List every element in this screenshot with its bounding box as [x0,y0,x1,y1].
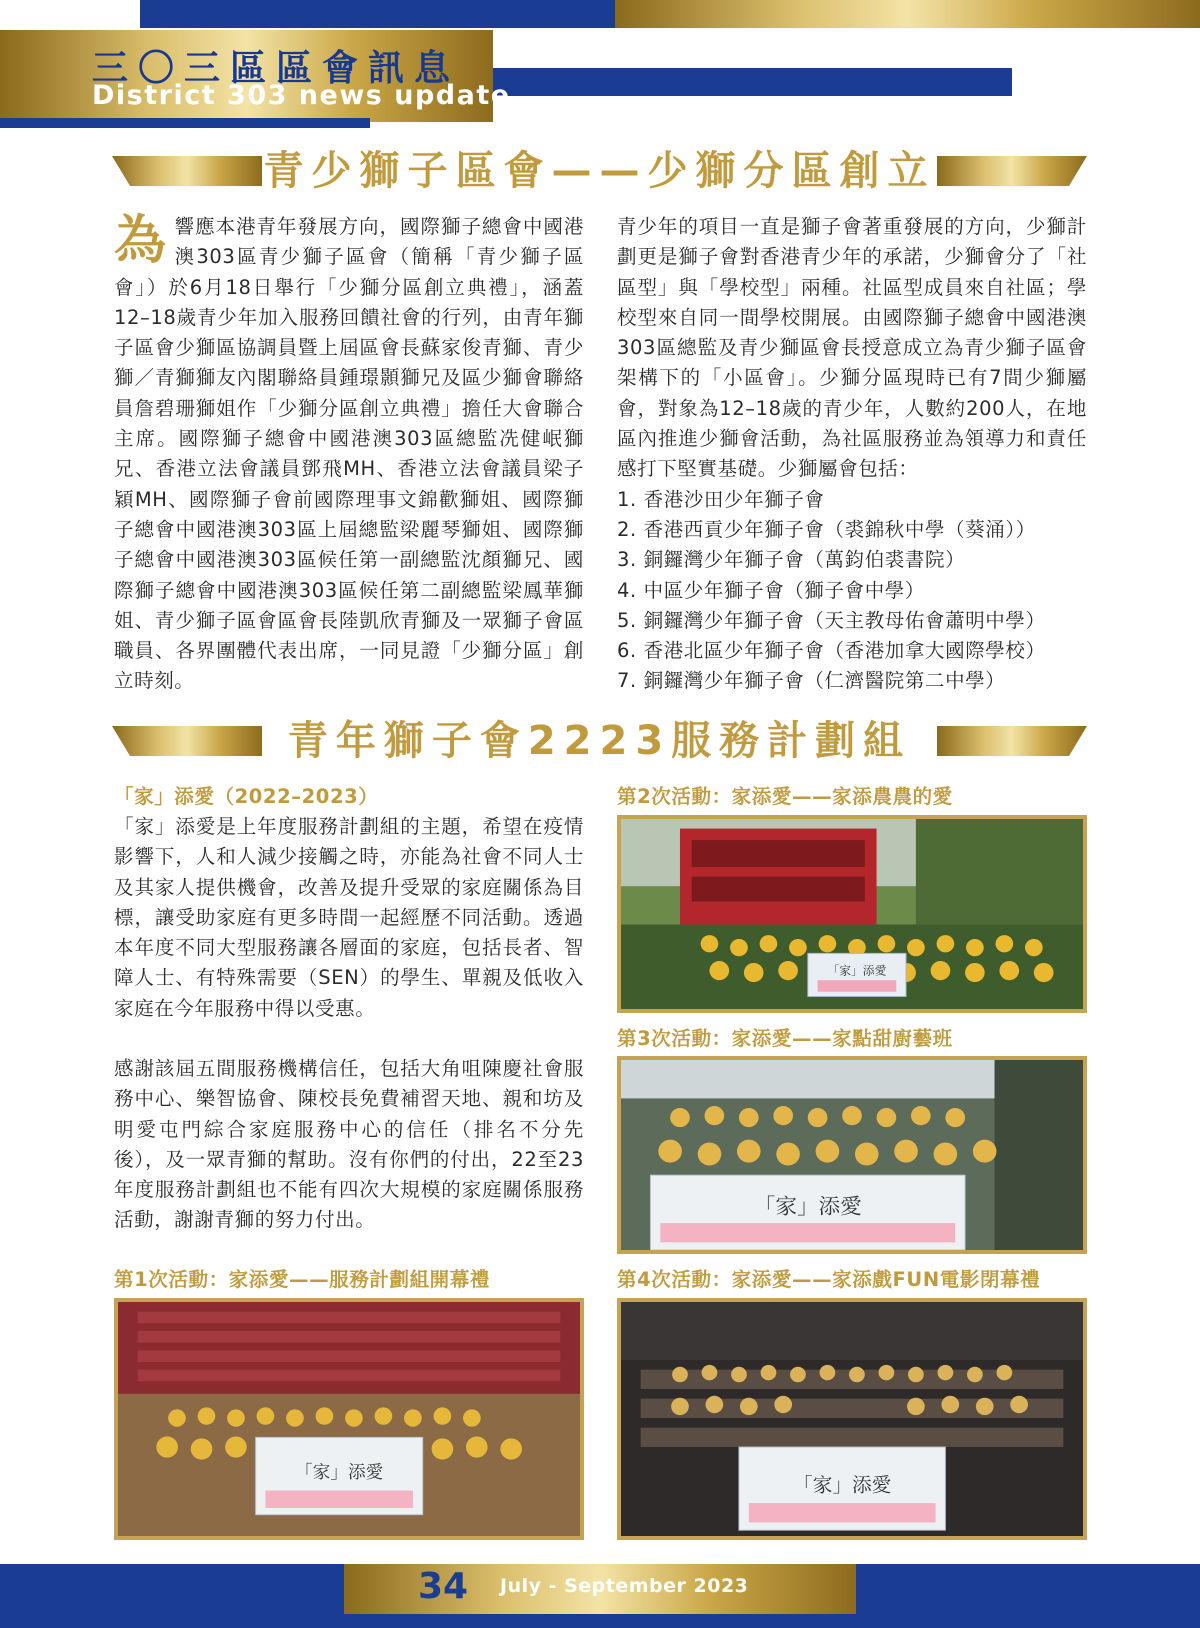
heading-left-wedge [112,726,262,756]
header-right-navy-bar [485,68,1012,96]
list-item: 6. 香港北區少年獅子會（香港加拿大國際學校） [617,639,1046,663]
header-title-english: District 303 news update [92,80,511,111]
activity-2-caption: 第2次活動：家添愛——家添農農的愛 [617,785,953,808]
activity-1-photo [114,1298,584,1540]
photo-banner-text: 「家」添愛 [793,1473,892,1497]
list-item: 7. 銅鑼灣少年獅子會（仁濟醫院第二中學） [617,669,1006,693]
heading-right-wedge [937,726,1087,756]
section1-column-left [114,212,584,697]
photo-banner-text: 「家」添愛 [753,1194,862,1220]
activity-1-caption: 第1次活動：家添愛——服務計劃組開幕禮 [114,1268,490,1291]
section2-paragraph-1: 「家」添愛是上年度服務計劃組的主題，希望在疫情影響下，人和人減少接觸之時，亦能為社會不同人士及其家人提供機會，改善及提升受眾的家庭關係為目標，讓受助家庭有更多時間一起經歷不同活動。透過本年度不同大型服務讓各層面的家庭，包括長者、智障人士、有特殊需要（SEN）的學生、單親及低收入家庭在今年服務中得以受惠。 [114,815,584,1020]
activity-3-caption: 第3次活動：家添愛——家點甜廚藝班 [617,1027,953,1050]
activity-4-caption: 第4次活動：家添愛——家添戲FUN電影閉幕禮 [617,1268,1041,1291]
list-item: 1. 香港沙田少年獅子會 [617,487,825,511]
activity-3-photo [617,1056,1087,1254]
page-number: 34 [418,1566,469,1607]
list-item: 2. 香港西貢少年獅子會（裘錦秋中學（葵涌）） [617,517,1036,541]
section1-paragraph-right: 青少年的項目一直是獅子會著重發展的方向，少獅計劃更是獅子會對香港青少年的承諾，少獅會分了「社區型」與「學校型」兩種。社區型成員來自社區；學校型來自同一間學校開展。由國際獅子總會中國港澳303區總監及青少獅區會長授意成立為青少獅子區會架構下的「小區會」。少獅分區現時已有7間少獅屬會，對象為12–18歲的青少年，人數約200人，在地區內推進少獅會活動，為社區服務並為領導力和責任感打下堅實基礎。少獅屬會包括： [617,215,1087,481]
section2-paragraph-2: 感謝該屆五間服務機構信任，包括大角咀陳慶社會服務中心、樂智協會、陳校長免費補習天地、親和坊及明愛屯門綜合家庭服務中心的信任（排名不分先後），及一眾青獅的幫助。沒有你們的付出，22至23年度服務計劃組也不能有四次大規模的家庭關係服務活動，謝謝青獅的努力付出。 [114,1057,584,1232]
list-item: 4. 中區少年獅子會（獅子會中學） [617,578,926,602]
dropcap: 為 [114,211,167,271]
activity-2-photo [617,815,1087,1013]
header-title-chinese: 三〇三區區會訊息 [92,48,461,89]
section1-heading [112,146,1087,196]
activity-4-photo [617,1298,1087,1540]
club-list [617,485,1087,697]
list-item: 3. 銅鑼灣少年獅子會（萬鈞伯裘書院） [617,548,966,572]
section2-heading [112,716,1087,766]
photo-banner-text: 「家」添愛 [827,963,887,978]
section2-heading-text: 青年獅子會2223服務計劃組 [287,718,912,764]
list-item: 5. 銅鑼灣少年獅子會（天主教母佑會蕭明中學） [617,608,1046,632]
heading-right-wedge [937,156,1087,186]
section1-column-right [617,212,1087,697]
heading-left-wedge [112,156,262,186]
header-under-bar [0,118,370,128]
section1-paragraph-left: 響應本港青年發展方向，國際獅子總會中國港澳303區青少獅子區會（簡稱「青少獅子區會」）於6月18日舉行「少獅分區創立典禮」，涵蓋12–18歲青少年加入服務回饋社會的行列，由青年獅子區會少獅區協調員暨上屆區會長蘇家俊青獅、青少獅／青獅獅友內閣聯絡員鍾璟顥獅兄及區少獅會聯絡員詹碧珊獅姐作「少獅分區創立典禮」擔任大會聯合主席。國際獅子總會中國港澳303區總監冼健岷獅兄、香港立法會議員鄧飛MH、香港立法會議員梁子穎MH、國際獅子會前國際理事文錦歡獅姐、國際獅子總會中國港澳303區上屆總監梁麗琴獅姐、國際獅子總會中國港澳303區候任第一副總監沈顏獅兄、國際獅子總會中國港澳303區候任第二副總監梁鳳華獅姐、青少獅子區會區會長陸凱欣青獅及一眾獅子會區職員、各界團體代表出席，一同見證「少獅分區」創立時刻。 [114,215,584,693]
section2-subheading: 「家」添愛（2022–2023） [114,785,379,808]
header-top-gold-bar [615,0,1200,28]
header-top-navy-bar [140,0,615,28]
photo-banner-text: 「家」添愛 [294,1463,384,1483]
issue-date: July - September 2023 [500,1575,749,1597]
section1-heading-text: 青少獅子區會——少獅分區創立 [263,148,936,194]
